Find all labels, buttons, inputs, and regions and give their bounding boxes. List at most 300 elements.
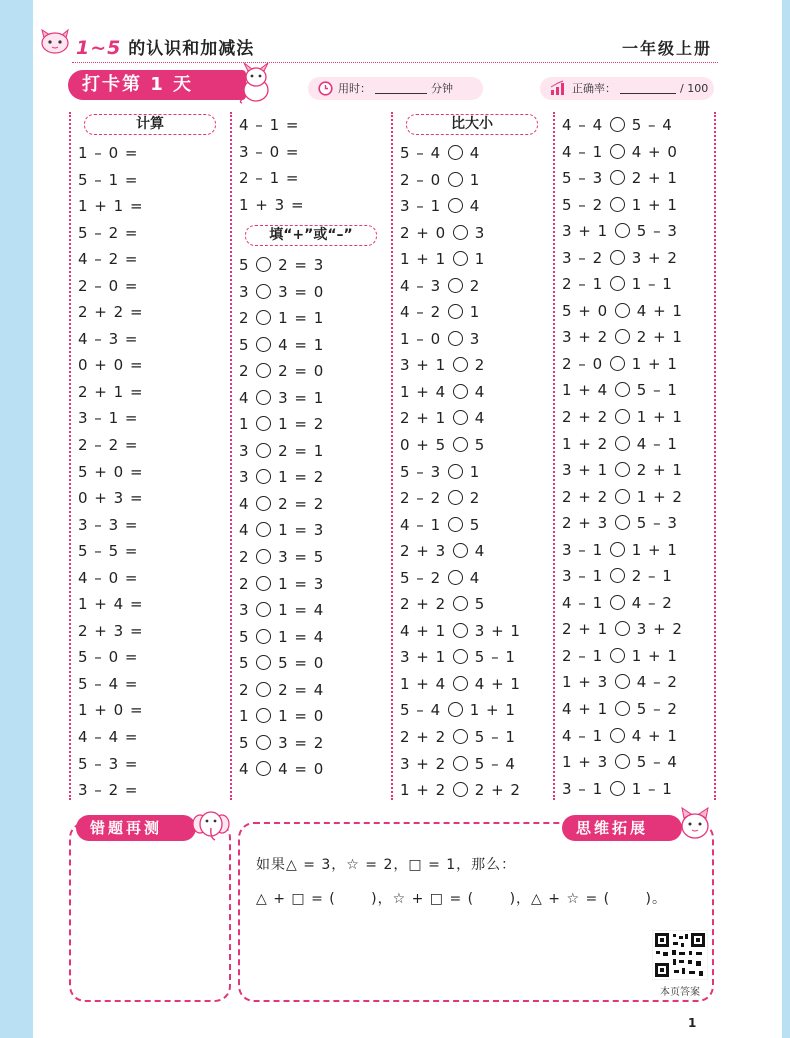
answer-circle[interactable] bbox=[453, 782, 468, 797]
fill-sign-problem bbox=[239, 279, 324, 306]
right-expression: 1 = 4 bbox=[278, 627, 325, 646]
answer-circle[interactable] bbox=[610, 728, 625, 743]
left-expression: 4 – 1 bbox=[562, 726, 604, 745]
right-expression: 2 = 2 bbox=[278, 494, 325, 513]
compare-problem bbox=[562, 404, 683, 431]
calc-problem bbox=[239, 112, 305, 139]
calc-column-1 bbox=[78, 140, 144, 804]
left-expression: 5 – 3 bbox=[562, 169, 604, 188]
answer-circle[interactable] bbox=[256, 655, 271, 670]
answer-circle[interactable] bbox=[448, 490, 463, 505]
problem-text: 0 + 3 = bbox=[78, 489, 144, 508]
left-expression: 4 bbox=[239, 521, 250, 540]
right-expression: 3 + 2 bbox=[636, 620, 683, 639]
left-expression: 3 + 2 bbox=[562, 328, 609, 347]
left-expression: 5 – 2 bbox=[400, 568, 442, 587]
problem-text: 5 – 1 = bbox=[78, 170, 139, 189]
compare-problem bbox=[400, 273, 521, 300]
answer-circle[interactable] bbox=[610, 568, 625, 583]
elephant-mascot-icon bbox=[192, 806, 230, 846]
right-expression: 1 = 3 bbox=[278, 574, 325, 593]
left-expression: 2 + 3 bbox=[562, 514, 609, 533]
answer-circle[interactable] bbox=[615, 489, 630, 504]
left-expression: 3 bbox=[239, 468, 250, 487]
right-expression: 4 bbox=[469, 568, 481, 587]
answer-circle[interactable] bbox=[615, 515, 630, 530]
compare-problem bbox=[562, 271, 683, 298]
answer-circle[interactable] bbox=[448, 172, 463, 187]
calc-problem bbox=[78, 671, 144, 698]
answer-circle[interactable] bbox=[256, 761, 271, 776]
accuracy-pill bbox=[540, 77, 714, 100]
right-expression: 2 + 1 bbox=[636, 328, 683, 347]
fill-sign-problem bbox=[239, 491, 324, 518]
right-expression: 3 = 1 bbox=[278, 388, 325, 407]
right-expression: 2 – 1 bbox=[631, 567, 673, 586]
compare-problem bbox=[400, 565, 521, 592]
calc-problem bbox=[239, 139, 305, 166]
right-expression: 3 bbox=[474, 223, 486, 242]
answer-circle[interactable] bbox=[610, 356, 625, 371]
problem-text: 4 – 4 = bbox=[78, 728, 139, 747]
compare-problem bbox=[400, 618, 521, 645]
time-blank[interactable] bbox=[375, 82, 427, 94]
problem-text: 4 – 1 = bbox=[239, 116, 300, 134]
column-divider bbox=[714, 112, 716, 800]
calc-problem bbox=[78, 193, 144, 220]
answer-circle[interactable] bbox=[453, 384, 468, 399]
problem-text: 3 – 0 = bbox=[239, 142, 300, 161]
left-expression: 3 – 1 bbox=[562, 540, 604, 559]
left-expression: 4 – 4 bbox=[562, 116, 604, 134]
right-expression: 1 + 1 bbox=[631, 646, 678, 665]
compare-problem bbox=[562, 616, 683, 643]
calc-problem bbox=[78, 538, 144, 565]
right-expression: 5 bbox=[469, 515, 481, 534]
fill-sign-problem bbox=[239, 677, 324, 704]
left-expression: 0 + 5 bbox=[400, 436, 447, 455]
right-expression: 4 – 1 bbox=[636, 434, 678, 453]
right-expression: 1 = 2 bbox=[278, 468, 325, 487]
right-expression: 5 – 3 bbox=[636, 222, 678, 241]
left-expression: 2 + 2 bbox=[562, 487, 609, 506]
answer-circle[interactable] bbox=[256, 469, 271, 484]
calc-problem bbox=[78, 220, 144, 247]
answer-circle[interactable] bbox=[256, 735, 271, 750]
fill-sign-problem bbox=[239, 332, 324, 359]
answer-circle[interactable] bbox=[453, 225, 468, 240]
left-expression: 5 – 2 bbox=[562, 195, 604, 214]
right-expression: 1 bbox=[469, 170, 481, 189]
left-expression: 2 bbox=[239, 574, 250, 593]
answer-circle[interactable] bbox=[453, 251, 468, 266]
right-expression: 5 = 0 bbox=[278, 654, 325, 673]
chapter-title bbox=[76, 34, 254, 59]
answer-circle[interactable] bbox=[256, 682, 271, 697]
problem-text: 5 – 3 = bbox=[78, 754, 139, 773]
fill-sign-problem bbox=[239, 385, 324, 412]
calc-problem bbox=[78, 565, 144, 592]
answer-circle[interactable] bbox=[256, 602, 271, 617]
answer-circle[interactable] bbox=[610, 542, 625, 557]
compare-problem bbox=[400, 405, 521, 432]
left-expression: 1 + 3 bbox=[562, 753, 609, 772]
right-expression: 2 = 0 bbox=[278, 362, 325, 381]
compare-problem bbox=[562, 139, 683, 166]
compare-problem bbox=[562, 669, 683, 696]
right-expression: 1 – 1 bbox=[631, 779, 673, 798]
right-expression: 2 bbox=[469, 489, 481, 508]
fill-sign-problem bbox=[239, 703, 324, 730]
calc-problem bbox=[78, 140, 144, 167]
problem-text: 3 – 2 = bbox=[78, 781, 139, 800]
left-expression: 4 – 1 bbox=[562, 593, 604, 612]
answer-circle[interactable] bbox=[610, 276, 625, 291]
left-expression: 2 bbox=[239, 680, 250, 699]
calc-problem bbox=[78, 379, 144, 406]
left-expression: 5 bbox=[239, 335, 250, 354]
fill-sign-problem bbox=[239, 730, 324, 757]
right-expression: 3 = 5 bbox=[278, 548, 325, 567]
extension-question-line-1: 如果△ = 3，☆ = 2，□ = 1，那么： bbox=[256, 857, 517, 873]
compare-problem bbox=[400, 512, 521, 539]
compare-problem bbox=[400, 671, 521, 698]
compare-problem bbox=[400, 485, 521, 512]
right-expression: 1 = 1 bbox=[278, 309, 325, 328]
fill-sign-problem bbox=[239, 597, 324, 624]
right-expression: 2 = 1 bbox=[278, 441, 325, 460]
fill-sign-problem bbox=[239, 544, 324, 571]
right-expression: 5 – 4 bbox=[631, 116, 673, 134]
calc-problem bbox=[78, 777, 144, 804]
right-expression: 4 = 0 bbox=[278, 760, 325, 779]
answer-circle[interactable] bbox=[615, 303, 630, 318]
compare-problem bbox=[562, 112, 683, 139]
compare-problem bbox=[400, 591, 521, 618]
calc-problem bbox=[78, 405, 144, 432]
compare-problem bbox=[562, 537, 683, 564]
compare-problem bbox=[562, 245, 683, 272]
answer-circle[interactable] bbox=[453, 649, 468, 664]
thinking-extension-tag: 思维拓展 bbox=[562, 815, 682, 841]
column-divider bbox=[69, 112, 71, 800]
right-expression: 1 + 1 bbox=[631, 354, 678, 373]
answer-circle[interactable] bbox=[256, 522, 271, 537]
answer-circle[interactable] bbox=[256, 257, 271, 272]
right-expression: 2 = 4 bbox=[278, 680, 325, 699]
answer-circle[interactable] bbox=[453, 437, 468, 452]
right-expression: 3 bbox=[469, 329, 481, 348]
right-expression: 1 + 1 bbox=[631, 195, 678, 214]
left-expression: 2 – 0 bbox=[400, 170, 442, 189]
accuracy-label: 正确率： bbox=[572, 82, 616, 95]
header-divider bbox=[72, 62, 718, 63]
left-expression: 5 bbox=[239, 654, 250, 673]
compare-problem bbox=[400, 140, 521, 167]
problem-text: 1 + 1 = bbox=[78, 197, 144, 216]
answer-circle[interactable] bbox=[615, 621, 630, 636]
fill-sign-problem bbox=[239, 517, 324, 544]
answer-circle[interactable] bbox=[615, 754, 630, 769]
fill-sign-problem bbox=[239, 358, 324, 385]
problem-text: 0 + 0 = bbox=[78, 356, 144, 375]
answer-circle[interactable] bbox=[615, 382, 630, 397]
left-expression: 2 + 2 bbox=[400, 728, 447, 747]
problem-text: 1 + 3 = bbox=[239, 195, 305, 214]
compare-problem bbox=[562, 563, 683, 590]
answer-circle[interactable] bbox=[453, 410, 468, 425]
answer-circle[interactable] bbox=[448, 304, 463, 319]
problem-text: 1 + 0 = bbox=[78, 701, 144, 720]
answer-circle[interactable] bbox=[453, 623, 468, 638]
right-expression: 5 bbox=[474, 436, 486, 455]
answer-circle[interactable] bbox=[615, 223, 630, 238]
calc-problem bbox=[78, 697, 144, 724]
answer-circle[interactable] bbox=[610, 595, 625, 610]
right-expression: 1 + 2 bbox=[636, 487, 683, 506]
right-expression: 3 = 0 bbox=[278, 282, 325, 301]
right-expression: 2 = 3 bbox=[278, 256, 325, 274]
answer-circle[interactable] bbox=[610, 197, 625, 212]
compare-column-2 bbox=[562, 112, 683, 802]
problem-text: 2 – 0 = bbox=[78, 276, 139, 295]
left-expression: 5 bbox=[239, 627, 250, 646]
answer-circle[interactable] bbox=[615, 674, 630, 689]
answer-circle[interactable] bbox=[448, 517, 463, 532]
answer-circle[interactable] bbox=[610, 648, 625, 663]
right-expression: 1 + 1 bbox=[631, 540, 678, 559]
answer-circle[interactable] bbox=[610, 781, 625, 796]
left-expression: 3 + 1 bbox=[400, 648, 447, 667]
problem-text: 2 – 2 = bbox=[78, 436, 139, 455]
section-label-compare: 比大小 bbox=[406, 114, 538, 135]
problem-text: 3 – 1 = bbox=[78, 409, 139, 428]
left-expression: 5 bbox=[239, 256, 250, 274]
calc-problem bbox=[78, 485, 144, 512]
answer-circle[interactable] bbox=[453, 543, 468, 558]
qr-caption: 本页答案 bbox=[660, 987, 700, 998]
answer-circle[interactable] bbox=[256, 363, 271, 378]
answer-circle[interactable] bbox=[256, 576, 271, 591]
answer-circle[interactable] bbox=[615, 436, 630, 451]
left-expression: 3 bbox=[239, 601, 250, 620]
right-expression: 5 – 4 bbox=[474, 754, 516, 773]
answer-circle[interactable] bbox=[610, 117, 625, 132]
answer-circle[interactable] bbox=[448, 570, 463, 585]
answer-circle[interactable] bbox=[610, 144, 625, 159]
compare-problem bbox=[562, 377, 683, 404]
answer-circle[interactable] bbox=[610, 250, 625, 265]
right-expression: 2 + 1 bbox=[631, 169, 678, 188]
compare-problem bbox=[400, 352, 521, 379]
calc-problem bbox=[78, 618, 144, 645]
right-expression: 2 bbox=[469, 276, 481, 295]
answer-circle[interactable] bbox=[256, 416, 271, 431]
calc-problem bbox=[78, 273, 144, 300]
right-expression: 2 + 2 bbox=[474, 781, 521, 800]
section-label-fill: 填“+”或“–” bbox=[245, 225, 377, 246]
problem-text: 3 – 3 = bbox=[78, 515, 139, 534]
left-expression: 1 + 4 bbox=[400, 382, 447, 401]
left-expression: 4 – 1 bbox=[400, 515, 442, 534]
problem-text: 4 – 2 = bbox=[78, 250, 139, 269]
calc-problem bbox=[78, 352, 144, 379]
left-expression: 2 bbox=[239, 309, 250, 328]
left-expression: 3 – 1 bbox=[562, 779, 604, 798]
left-expression: 4 bbox=[239, 494, 250, 513]
left-expression: 2 – 1 bbox=[562, 275, 604, 294]
compare-problem bbox=[400, 246, 521, 273]
answer-circle[interactable] bbox=[448, 331, 463, 346]
fill-column bbox=[239, 252, 324, 783]
clock-icon bbox=[318, 81, 333, 96]
left-expression: 2 bbox=[239, 548, 250, 567]
answer-circle[interactable] bbox=[256, 284, 271, 299]
compare-problem bbox=[562, 457, 683, 484]
left-expression: 2 – 0 bbox=[562, 354, 604, 373]
calc-problem bbox=[239, 192, 305, 219]
compare-problem bbox=[562, 776, 683, 803]
fill-sign-problem bbox=[239, 305, 324, 332]
accuracy-blank[interactable] bbox=[620, 82, 676, 94]
left-expression: 2 – 1 bbox=[562, 646, 604, 665]
right-expression: 2 + 1 bbox=[636, 461, 683, 480]
left-expression: 2 + 2 bbox=[400, 595, 447, 614]
calc-problem bbox=[78, 644, 144, 671]
compare-problem bbox=[400, 299, 521, 326]
left-expression: 4 – 2 bbox=[400, 303, 442, 322]
answer-circle[interactable] bbox=[256, 549, 271, 564]
calc-problem bbox=[78, 512, 144, 539]
cat-mascot-icon bbox=[38, 28, 72, 56]
left-expression: 1 – 0 bbox=[400, 329, 442, 348]
answer-circle[interactable] bbox=[448, 278, 463, 293]
calc-problem bbox=[239, 165, 305, 192]
answer-circle[interactable] bbox=[256, 708, 271, 723]
left-expression: 2 + 0 bbox=[400, 223, 447, 242]
right-expression: 1 bbox=[469, 462, 481, 481]
right-expression: 1 bbox=[469, 303, 481, 322]
answer-circle[interactable] bbox=[448, 464, 463, 479]
section-label-calc: 计算 bbox=[84, 114, 216, 135]
cat-mascot-icon bbox=[676, 806, 714, 846]
answer-circle[interactable] bbox=[256, 496, 271, 511]
right-expression: 5 – 2 bbox=[636, 700, 678, 719]
left-expression: 3 + 1 bbox=[562, 222, 609, 241]
compare-problem bbox=[562, 484, 683, 511]
mistake-retest-box[interactable] bbox=[69, 822, 231, 1002]
compare-problem bbox=[400, 220, 521, 247]
right-expression: 4 + 1 bbox=[474, 674, 521, 693]
right-expression: 4 = 1 bbox=[278, 335, 325, 354]
fill-sign-problem bbox=[239, 464, 324, 491]
left-expression: 1 + 4 bbox=[562, 381, 609, 400]
left-expression: 4 – 1 bbox=[562, 142, 604, 161]
compare-problem bbox=[400, 777, 521, 804]
answer-circle[interactable] bbox=[448, 145, 463, 160]
left-expression: 2 + 3 bbox=[400, 542, 447, 561]
left-expression: 4 + 1 bbox=[400, 621, 447, 640]
thinking-extension-box bbox=[238, 822, 714, 1002]
problem-text: 5 – 4 = bbox=[78, 674, 139, 693]
calc-problem bbox=[78, 299, 144, 326]
compare-problem bbox=[562, 696, 683, 723]
problem-text: 5 + 0 = bbox=[78, 462, 144, 481]
left-expression: 3 bbox=[239, 282, 250, 301]
problem-text: 2 + 3 = bbox=[78, 621, 144, 640]
right-expression: 1 = 3 bbox=[278, 521, 325, 540]
answer-circle[interactable] bbox=[256, 337, 271, 352]
answer-circle[interactable] bbox=[615, 462, 630, 477]
compare-problem bbox=[562, 351, 683, 378]
right-expression: 4 bbox=[469, 144, 481, 162]
fill-sign-problem bbox=[239, 650, 324, 677]
answer-circle[interactable] bbox=[615, 329, 630, 344]
accuracy-suffix: / 100 bbox=[680, 82, 709, 95]
right-expression: 1 – 1 bbox=[631, 275, 673, 294]
compare-problem bbox=[562, 192, 683, 219]
right-expression: 5 – 1 bbox=[636, 381, 678, 400]
right-expression: 4 + 0 bbox=[631, 142, 678, 161]
left-expression: 1 bbox=[239, 415, 250, 434]
calc-column-2 bbox=[239, 112, 305, 218]
answer-circle[interactable] bbox=[453, 729, 468, 744]
calc-problem bbox=[78, 724, 144, 751]
chapter-title-number: 1~5 bbox=[76, 37, 122, 59]
compare-problem bbox=[562, 324, 683, 351]
problem-text: 5 – 2 = bbox=[78, 223, 139, 242]
left-expression: 2 + 1 bbox=[562, 620, 609, 639]
answer-circle[interactable] bbox=[453, 596, 468, 611]
calc-problem bbox=[78, 432, 144, 459]
right-expression: 2 bbox=[474, 356, 486, 375]
answer-circle[interactable] bbox=[448, 702, 463, 717]
grade-label: 一年级上册 bbox=[621, 39, 712, 58]
left-expression: 1 + 2 bbox=[400, 781, 447, 800]
answer-circle[interactable] bbox=[448, 198, 463, 213]
compare-problem bbox=[400, 379, 521, 406]
fill-sign-problem bbox=[239, 438, 324, 465]
compare-problem bbox=[562, 298, 683, 325]
answer-circle[interactable] bbox=[453, 756, 468, 771]
left-expression: 3 + 1 bbox=[562, 461, 609, 480]
answer-circle[interactable] bbox=[610, 170, 625, 185]
answer-circle[interactable] bbox=[256, 443, 271, 458]
compare-problem bbox=[400, 326, 521, 353]
answer-circle[interactable] bbox=[256, 310, 271, 325]
answer-circle[interactable] bbox=[615, 701, 630, 716]
answer-circle[interactable] bbox=[256, 629, 271, 644]
answer-circle[interactable] bbox=[256, 390, 271, 405]
compare-problem bbox=[400, 193, 521, 220]
left-expression: 2 + 2 bbox=[562, 408, 609, 427]
qr-code-icon[interactable] bbox=[652, 930, 708, 980]
answer-circle[interactable] bbox=[615, 409, 630, 424]
answer-circle[interactable] bbox=[453, 357, 468, 372]
left-expression: 4 bbox=[239, 760, 250, 779]
compare-problem bbox=[400, 538, 521, 565]
answer-circle[interactable] bbox=[453, 676, 468, 691]
problem-text: 5 – 5 = bbox=[78, 542, 139, 561]
problem-text: 2 + 1 = bbox=[78, 382, 144, 401]
right-expression: 4 – 2 bbox=[631, 593, 673, 612]
left-expression: 5 + 0 bbox=[562, 301, 609, 320]
chapter-title-text: 的认识和加减法 bbox=[128, 39, 255, 59]
mistake-retest-tag: 错题再测 bbox=[76, 815, 196, 841]
left-expression: 4 bbox=[239, 388, 250, 407]
calc-problem bbox=[78, 459, 144, 486]
right-expression: 1 = 0 bbox=[278, 707, 325, 726]
